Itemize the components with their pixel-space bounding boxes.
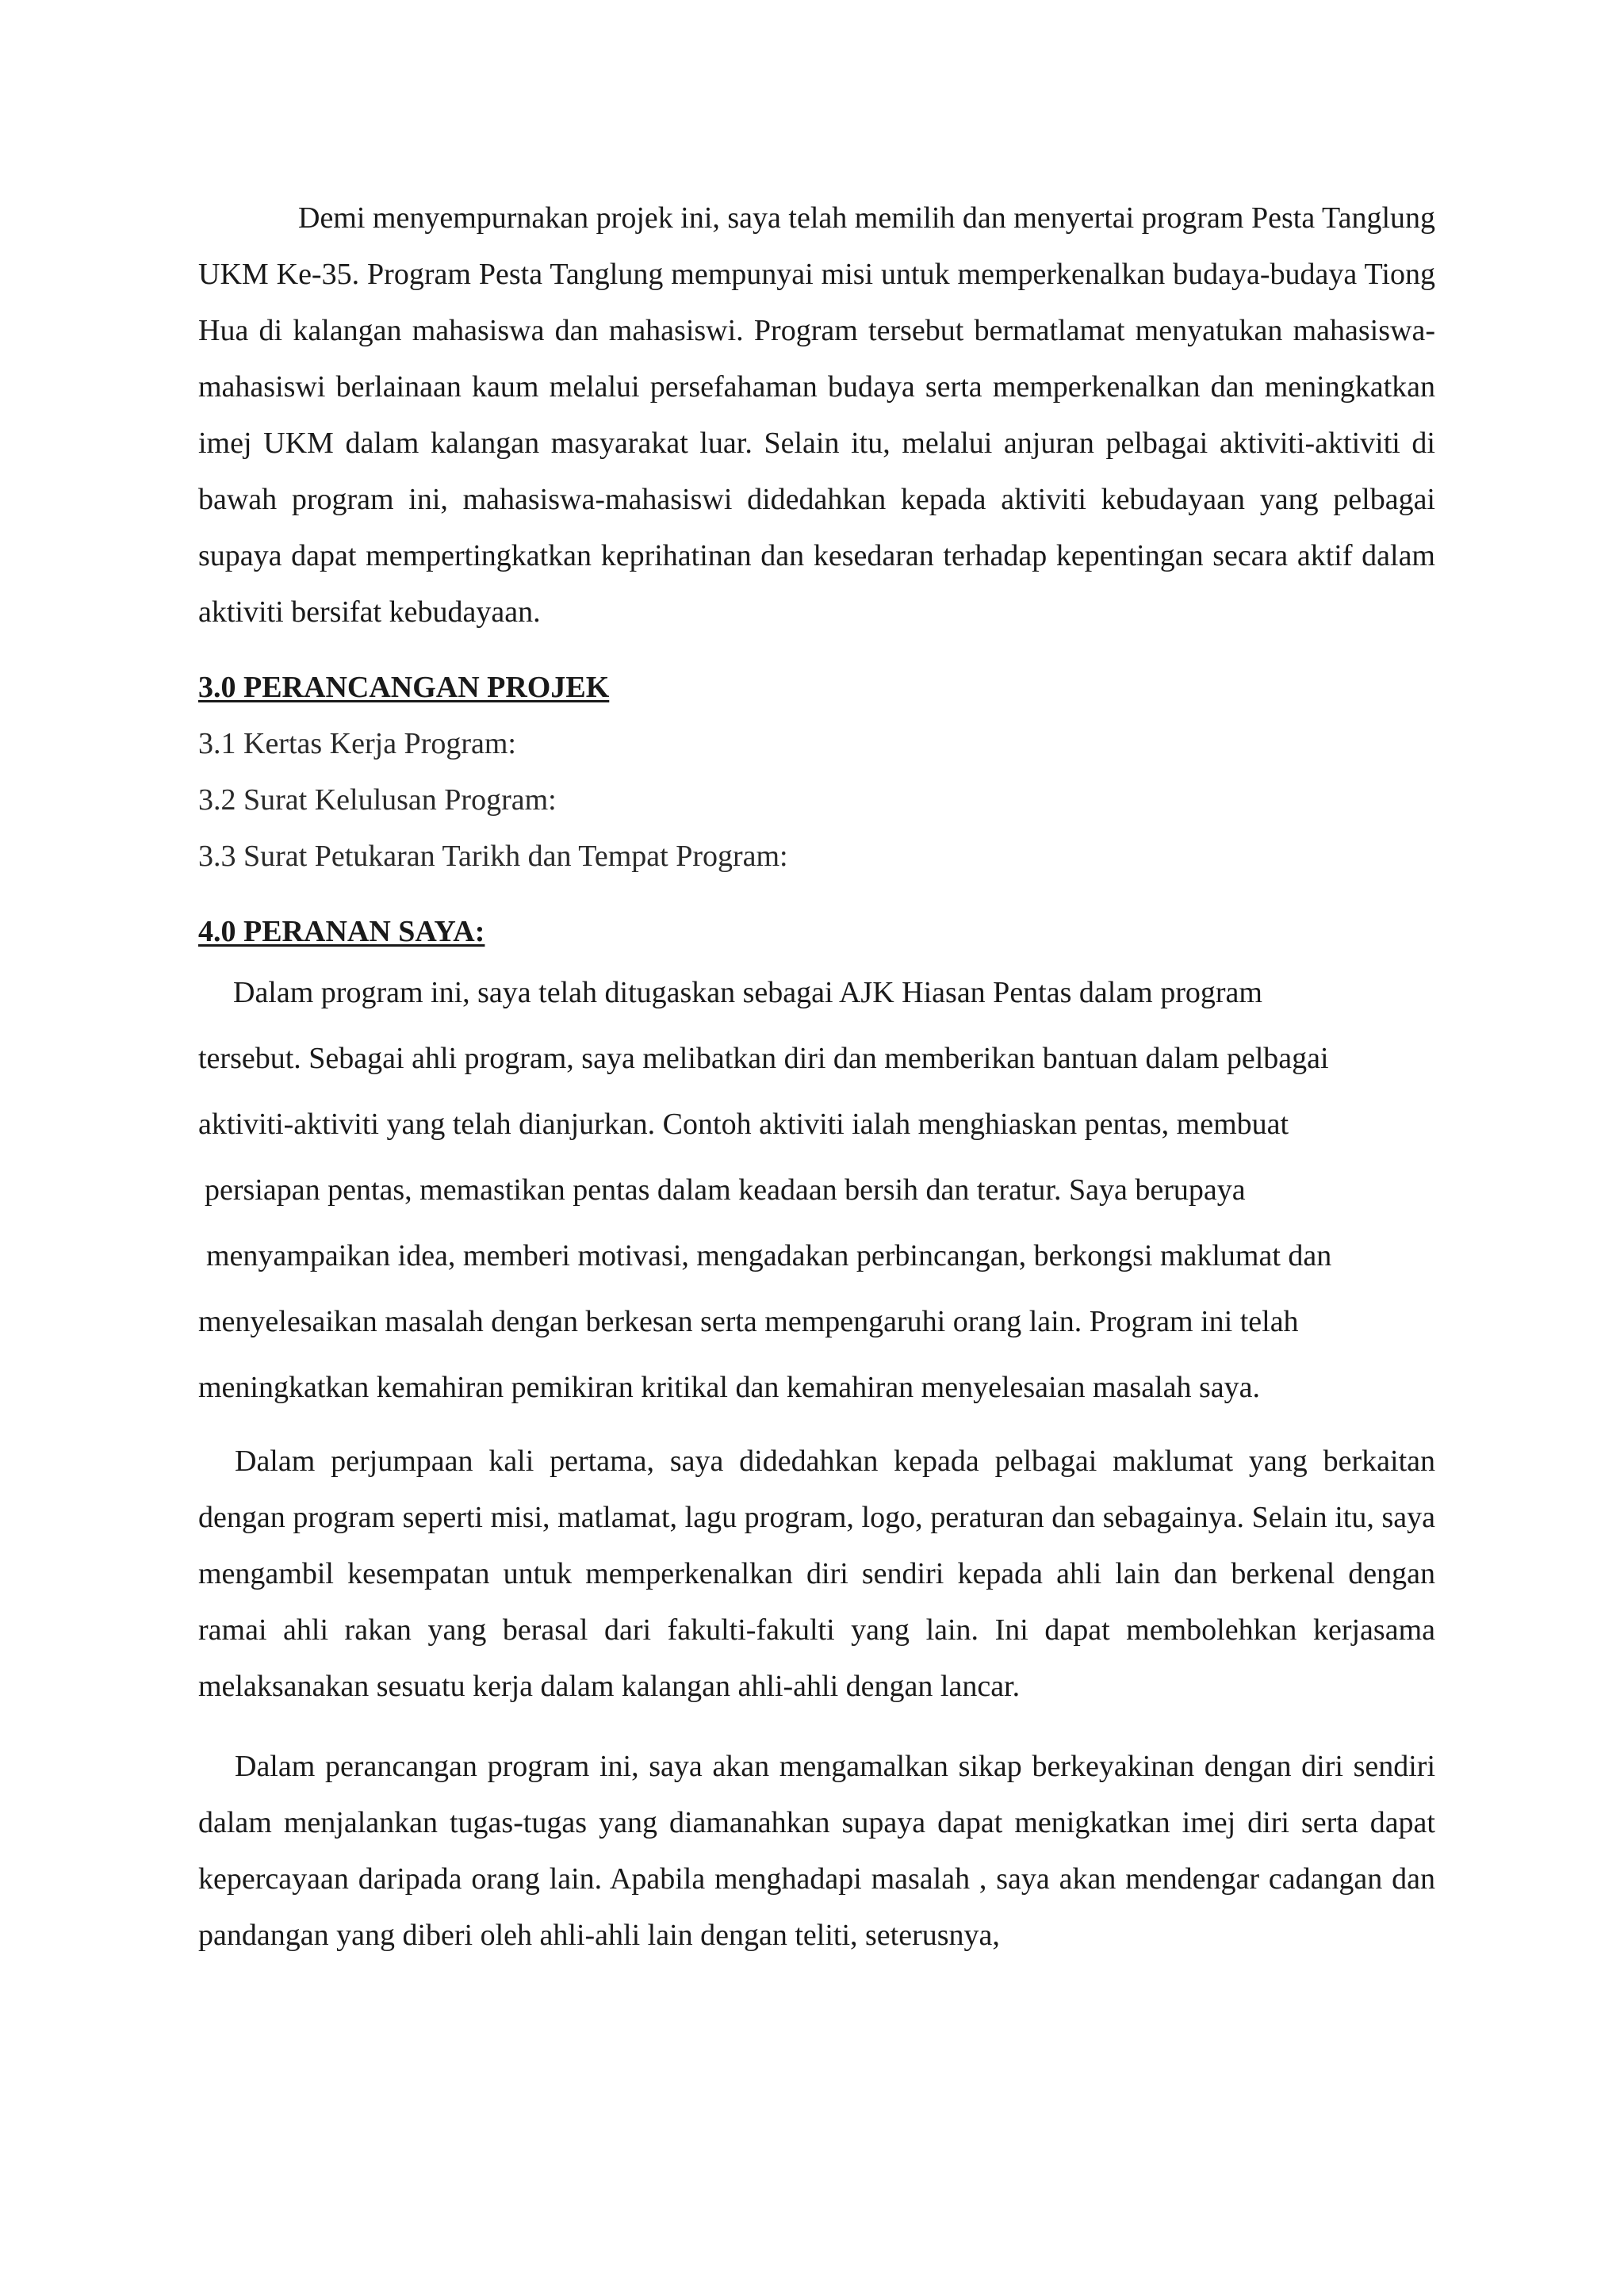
planning-paragraph: Dalam perancangan program ini, saya akan mengamalkan sikap berkeyakinan dengan diri sendiri dalam menjalankan tugas-tugas yang diamanahkan supaya dapat menigkatkan imej diri serta dapat kepercayaan daripada orang lain. Apabila menghadapi masalah , saya akan mendengar cadangan dan pandangan yang diberi oleh ahli-ahli lain dengan teliti, seterusnya, (198, 1750, 1435, 1952)
role-line: menyelesaikan masalah dengan berkesan serta mempengaruhi orang lain. Program ini telah (198, 1305, 1299, 1338)
document-body (198, 190, 1435, 1964)
role-line: tersebut. Sebagai ahli program, saya melibatkan diri dan memberikan bantuan dalam pelbagai (198, 1042, 1329, 1075)
role-line: Dalam program ini, saya telah ditugaskan sebagai AJK Hiasan Pentas dalam program (233, 976, 1262, 1009)
role-line: aktiviti-aktiviti yang telah dianjurkan. Contoh aktiviti ialah menghiaskan pentas, membuat (198, 1108, 1289, 1141)
intro-paragraph: Demi menyempurnakan projek ini, saya telah memilih dan menyertai program Pesta Tanglung UKM Ke-35. Program Pesta Tanglung mempunyai misi untuk memperkenalkan budaya-budaya Tiong Hua di kalangan mahasiswa dan mahasiswi. Program tersebut bermatlamat menyatukan mahasiswa-mahasiswi berlainaan kaum melalui persefahaman budaya serta memperkenalkan dan meningkatkan imej UKM dalam kalangan masyarakat luar. Selain itu, melalui anjuran pelbagai aktiviti-aktiviti di bawah program ini, mahasiswa-mahasiswi didedahkan kepada aktiviti kebudayaan yang pelbagai supaya dapat mempertingkatkan keprihatinan dan kesedaran terhadap kepentingan secara aktif dalam aktiviti bersifat kebudayaan. (198, 201, 1435, 629)
role-paragraph (198, 960, 1435, 1421)
section-3-item: 3.2 Surat Kelulusan Program: (198, 783, 557, 817)
role-line: persiapan pentas, memastikan pentas dalam keadaan bersih dan teratur. Saya berupaya (205, 1173, 1246, 1207)
section-3-item: 3.1 Kertas Kerja Program: (198, 727, 516, 760)
role-line: meningkatkan kemahiran pemikiran kritikal dan kemahiran menyelesaian masalah saya. (198, 1371, 1260, 1404)
role-line: menyampaikan idea, memberi motivasi, mengadakan perbincangan, berkongsi maklumat dan (206, 1239, 1332, 1272)
meeting-paragraph: Dalam perjumpaan kali pertama, saya didedahkan kepada pelbagai maklumat yang berkaitan dengan program seperti misi, matlamat, lagu program, logo, peraturan dan sebagainya. Selain itu, saya mengambil kesempatan untuk memperkenalkan diri sendiri kepada ahli lain dan berkenal dengan ramai ahli rakan yang berasal dari fakulti-fakulti yang lain. Ini dapat membolehkan kerjasama melaksanakan sesuatu kerja dalam kalangan ahli-ahli dengan lancar. (198, 1445, 1435, 1703)
section-3-item: 3.3 Surat Petukaran Tarikh dan Tempat Program: (198, 840, 788, 873)
section-3-heading: 3.0 PERANCANGAN PROJEK (198, 671, 610, 704)
section-4-heading: 4.0 PERANAN SAYA: (198, 915, 485, 948)
